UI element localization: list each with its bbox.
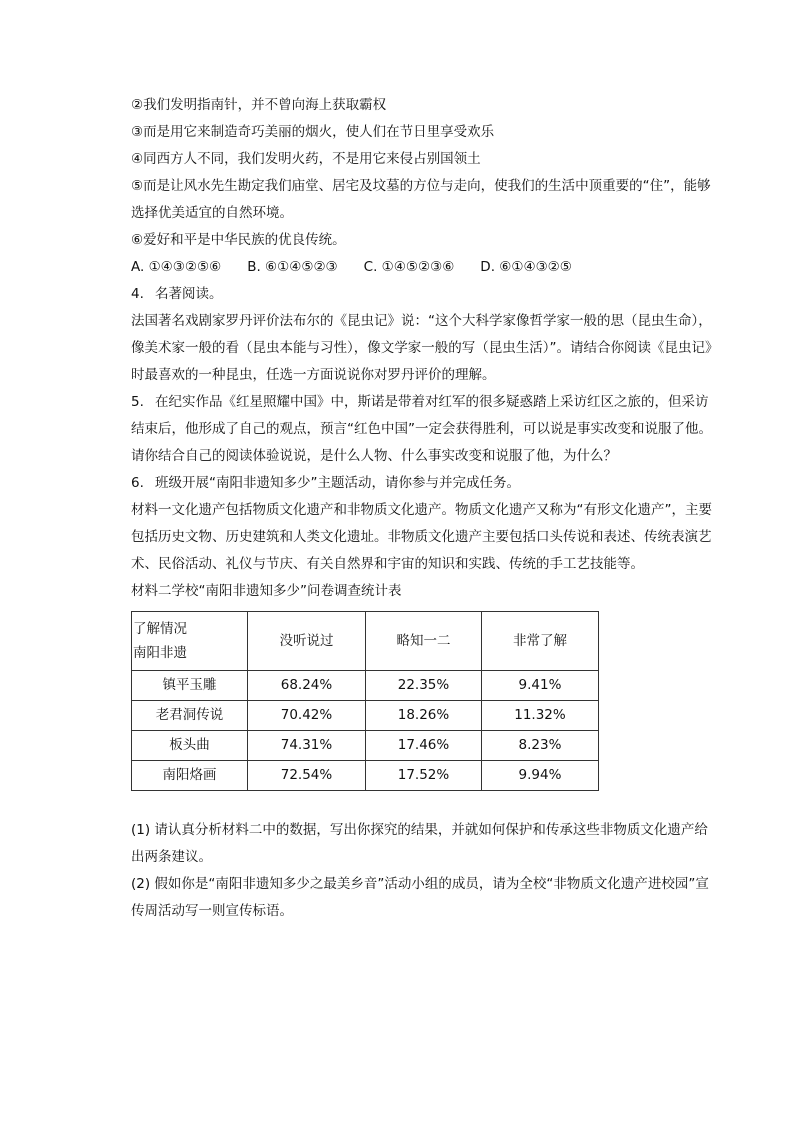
table-cell: 17.52% [366, 761, 482, 791]
q3-option-a: A. ①④③②⑤⑥ [131, 259, 222, 275]
table-row [132, 731, 599, 761]
table-cell: 18.26% [366, 701, 482, 731]
table-cell: 72.54% [248, 761, 366, 791]
q6-number: 6. [131, 475, 144, 491]
corner-bottom-label: 南阳非遗 [133, 645, 187, 661]
table-header-row [132, 612, 599, 671]
table-header-cell: 略知一二 [366, 612, 482, 671]
q3-option-c: C. ①④⑤②③⑥ [363, 259, 455, 275]
table-row [132, 761, 599, 791]
q4-number: 4. [131, 286, 144, 302]
table-corner-cell [132, 612, 248, 671]
q3-item-4: ④同西方人不同，我们发明火药，不是用它来侵占别国领土 [131, 151, 481, 167]
table-cell: 8.23% [482, 731, 599, 761]
q6-task1: (1) 请认真分析材料二中的数据，写出你探究的结果，并就如何保护和传承这些非物质文化遗产给出两条建议。 [131, 822, 708, 865]
row-name-cell: 老君洞传说 [132, 701, 248, 731]
table-cell: 17.46% [366, 731, 482, 761]
q3-item-2: ②我们发明指南针，并不曾向海上获取霸权 [131, 97, 387, 113]
q6-task2: (2) 假如你是“南阳非遗知多少之最美乡音”活动小组的成员，请为全校“非物质文化遗产进校园”宣传周活动写一则宣传标语。 [131, 876, 709, 919]
q4-heading [131, 281, 721, 308]
table-header-cell: 没听说过 [248, 612, 366, 671]
q4-body: 法国著名戏剧家罗丹评价法布尔的《昆虫记》说：“这个大科学家像哲学家一般的思（昆虫生命），像美术家一般的看（昆虫本能与习性），像文学家一般的写（昆虫生活）”。请结合你阅读《昆虫记》时最喜欢的一种昆虫，任选一方面说说你对罗丹评价的理解。 [131, 313, 719, 383]
q6-material1: 材料一文化遗产包括物质文化遗产和非物质文化遗产。物质文化遗产又称为“有形文化遗产”，主要包括历史文物、历史建筑和人类文化遗址。非物质文化遗产主要包括口头传说和表述、传统表演艺术、民俗活动、礼仪与节庆、有关自然界和宇宙的知识和实践、传统的手工艺技能等。 [131, 502, 712, 572]
table-cell: 9.94% [482, 761, 599, 791]
table-row [132, 671, 599, 701]
table-row [132, 701, 599, 731]
table-cell: 68.24% [248, 671, 366, 701]
table-cell: 9.41% [482, 671, 599, 701]
q3-option-d: D. ⑥①④③②⑤ [480, 259, 572, 275]
row-name-cell: 板头曲 [132, 731, 248, 761]
table-cell: 22.35% [366, 671, 482, 701]
q3-item-5: ⑤而是让风水先生勘定我们庙堂、居宅及坟墓的方位与走向，使我们的生活中顶重要的“住”，能够选择优美适宜的自然环境。 [131, 178, 711, 221]
q6-intro: 班级开展“南阳非遗知多少”主题活动，请你参与并完成任务。 [155, 475, 520, 491]
row-name-cell: 镇平玉雕 [132, 671, 248, 701]
table-cell: 11.32% [482, 701, 599, 731]
document-page [131, 92, 721, 925]
q3-option-b: B. ⑥①④⑤②③ [247, 259, 338, 275]
corner-top-label: 了解情况 [133, 621, 187, 637]
row-name-cell: 南阳烙画 [132, 761, 248, 791]
q6-heading [131, 470, 721, 497]
table-cell: 74.31% [248, 731, 366, 761]
q3-item-3: ③而是用它来制造奇巧美丽的烟火，使人们在节日里享受欢乐 [131, 124, 495, 140]
table-header-cell: 非常了解 [482, 612, 599, 671]
q5-body: 在纪实作品《红星照耀中国》中，斯诺是带着对红军的很多疑惑踏上采访红区之旅的，但采访结束后，他形成了自己的观点，预言“红色中国”一定会获得胜利，可以说是事实改变和说服了他。请你结合自己的阅读体验说说，是什么人物、什么事实改变和说服了他，为什么？ [131, 394, 712, 464]
q5-paragraph [131, 389, 721, 470]
q3-options [131, 254, 721, 281]
q3-item-6: ⑥爱好和平是中华民族的优良传统。 [131, 232, 346, 248]
q4-title: 名著阅读。 [155, 286, 223, 302]
q5-number: 5. [131, 394, 144, 410]
table-cell: 70.42% [248, 701, 366, 731]
q6-material2-title: 材料二学校“南阳非遗知多少”问卷调查统计表 [131, 583, 402, 599]
survey-table [131, 611, 599, 791]
